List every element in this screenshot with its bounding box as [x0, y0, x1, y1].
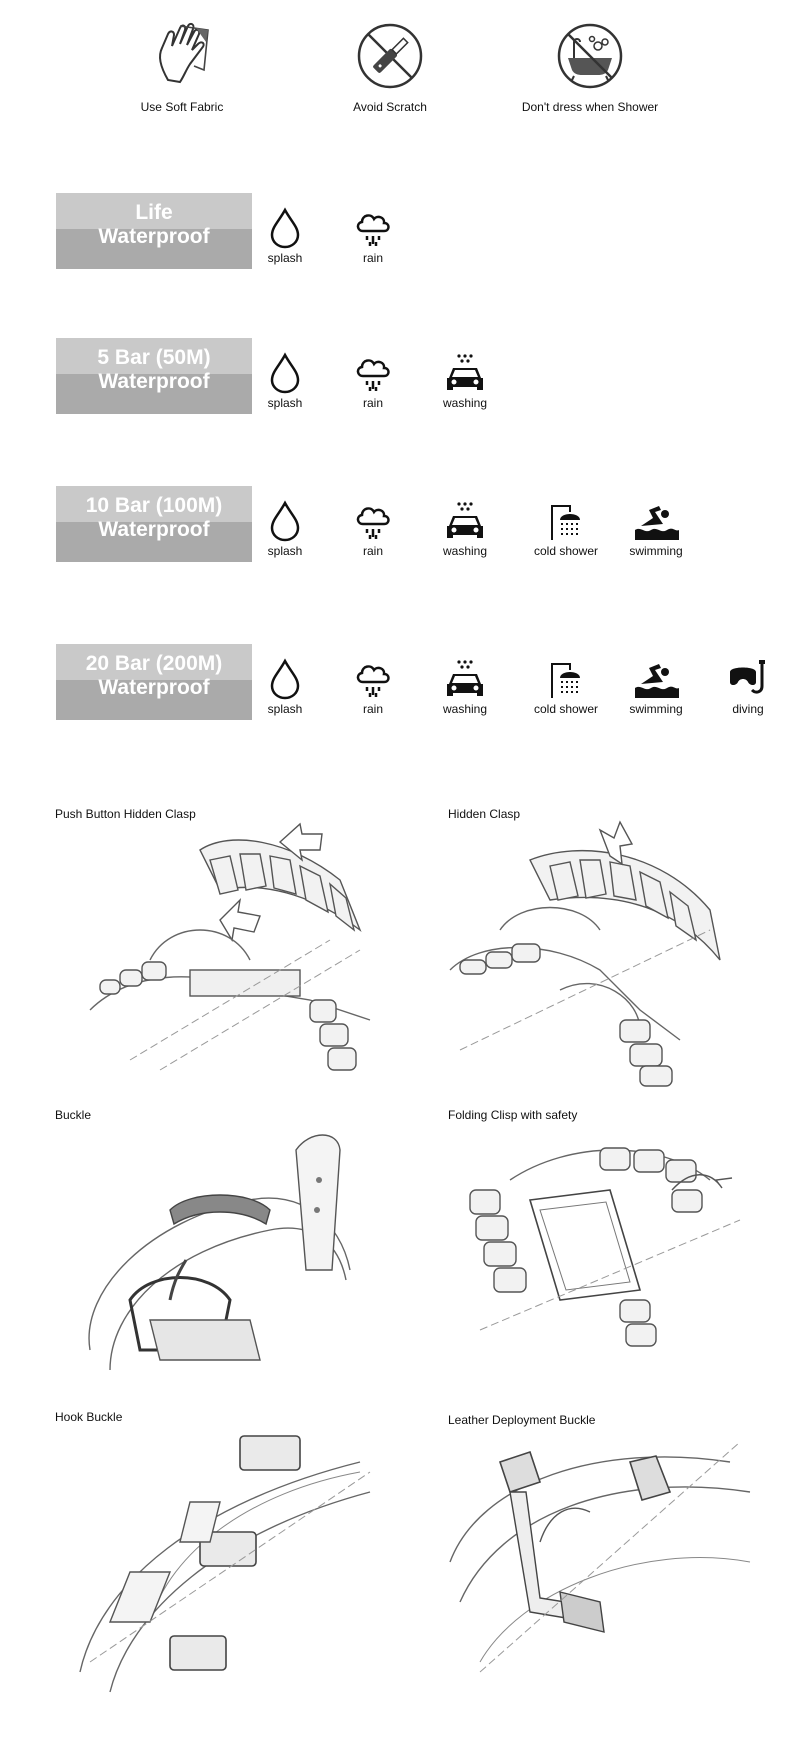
folding-clasp-illustration	[440, 1120, 770, 1390]
rain-cloud-icon	[353, 207, 393, 249]
care-item-avoid-scratch	[300, 20, 480, 114]
care-label: Avoid Scratch	[353, 100, 427, 114]
shower-icon	[544, 500, 588, 542]
water-drop-icon	[265, 207, 305, 249]
no-bath-icon	[554, 20, 626, 92]
car-wash-icon	[443, 352, 487, 394]
care-label: Don't dress when Shower	[521, 100, 659, 114]
activity-washing: washing	[430, 500, 500, 558]
waterproof-section-10bar	[56, 486, 796, 566]
water-drop-icon	[265, 658, 305, 700]
clasp-title: Leather Deployment Buckle	[448, 1413, 596, 1427]
waterproof-label: Waterproof	[98, 370, 210, 393]
diving-mask-icon	[726, 658, 770, 700]
waterproof-badge	[56, 644, 252, 720]
waterproof-section-life	[56, 193, 796, 273]
hook-buckle-illustration	[70, 1422, 390, 1702]
waterproof-section-5bar	[56, 338, 796, 418]
shower-icon	[544, 658, 588, 700]
activity-splash: splash	[250, 207, 320, 265]
waterproof-rating: Life	[135, 201, 173, 224]
rain-cloud-icon	[353, 500, 393, 542]
waterproof-rating: 5 Bar (50M)	[97, 346, 211, 369]
waterproof-badge	[56, 338, 252, 414]
waterproof-badge	[56, 486, 252, 562]
water-drop-icon	[265, 500, 305, 542]
waterproof-label: Waterproof	[98, 225, 210, 248]
hidden-clasp-illustration	[440, 820, 770, 1090]
buckle-illustration	[70, 1120, 390, 1390]
clasp-title: Folding Clisp with safety	[448, 1108, 578, 1122]
clasp-title: Buckle	[55, 1108, 92, 1122]
hand-cloth-icon	[150, 20, 214, 92]
activity-splash: splash	[250, 352, 320, 410]
activity-swimming: swimming	[618, 658, 694, 716]
activity-splash: splash	[250, 658, 320, 716]
activity-cold-shower: cold shower	[520, 500, 612, 558]
activity-cold-shower: cold shower	[520, 658, 612, 716]
push-button-clasp-illustration	[70, 820, 390, 1090]
swimmer-icon	[633, 658, 679, 700]
activity-rain: rain	[338, 352, 408, 410]
activity-washing: washing	[430, 352, 500, 410]
water-drop-icon	[265, 352, 305, 394]
activity-rain: rain	[338, 207, 408, 265]
activity-swimming: swimming	[618, 500, 694, 558]
activity-washing: washing	[430, 658, 500, 716]
clasp-title: Push Button Hidden Clasp	[55, 807, 196, 821]
waterproof-label: Waterproof	[98, 518, 210, 541]
clasp-title: Hidden Clasp	[448, 807, 521, 821]
car-wash-icon	[443, 500, 487, 542]
no-knife-icon	[354, 20, 426, 92]
swimmer-icon	[633, 500, 679, 542]
leather-deployment-illustration	[440, 1422, 770, 1702]
rain-cloud-icon	[353, 352, 393, 394]
care-label: Use Soft Fabric	[140, 100, 224, 114]
waterproof-label: Waterproof	[98, 676, 210, 699]
waterproof-section-20bar	[56, 644, 796, 724]
care-item-no-shower	[500, 20, 680, 114]
care-item-soft-fabric	[92, 20, 272, 114]
clasp-title: Hook Buckle	[55, 1410, 123, 1424]
activity-splash: splash	[250, 500, 320, 558]
rain-cloud-icon	[353, 658, 393, 700]
activity-rain: rain	[338, 500, 408, 558]
waterproof-rating: 10 Bar (100M)	[85, 494, 223, 517]
waterproof-rating: 20 Bar (200M)	[85, 652, 223, 675]
waterproof-badge	[56, 193, 252, 269]
activity-diving: diving	[712, 658, 784, 716]
car-wash-icon	[443, 658, 487, 700]
activity-rain: rain	[338, 658, 408, 716]
